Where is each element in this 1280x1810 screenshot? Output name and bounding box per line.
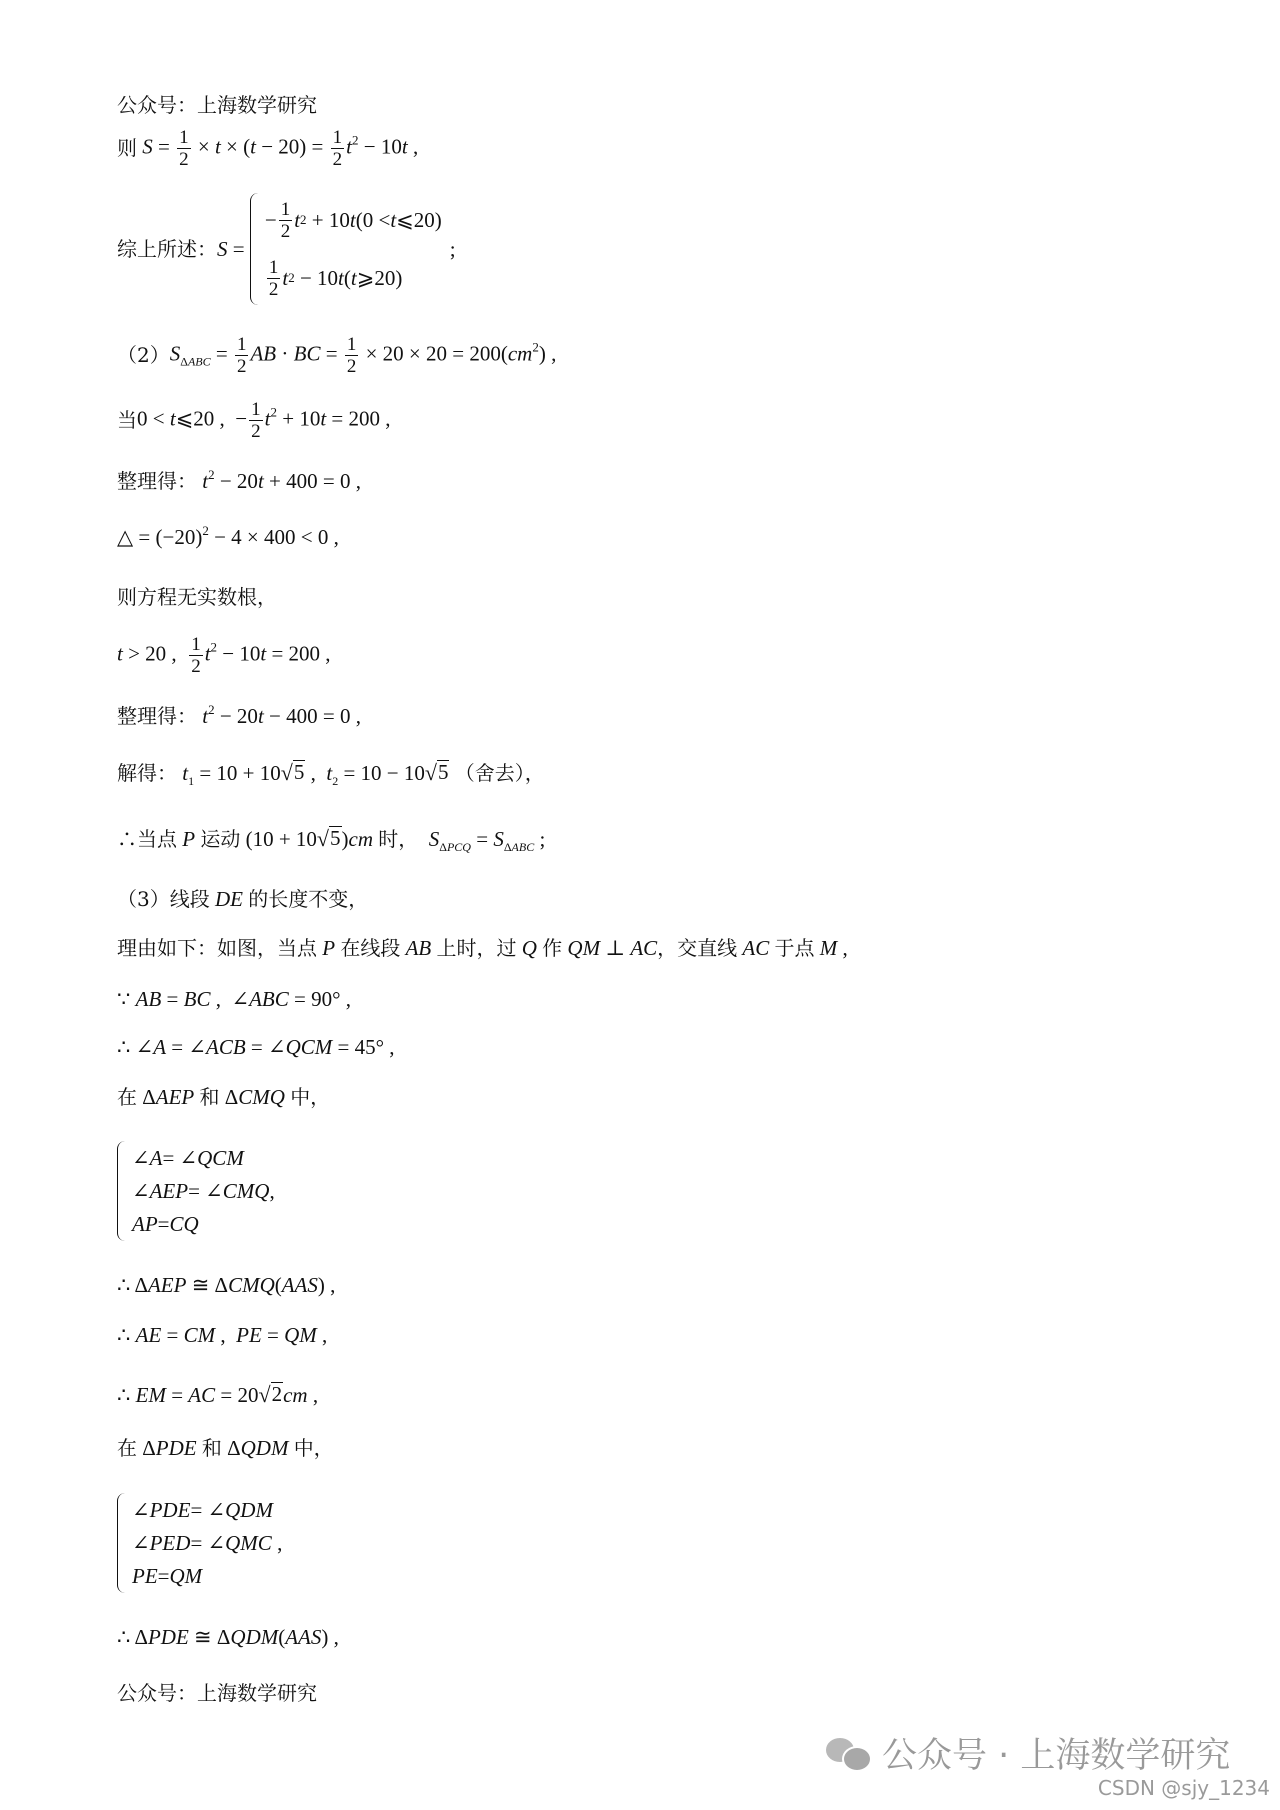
line-prefix: 当 [117, 408, 137, 432]
wechat-icon [826, 1736, 870, 1770]
formula: S = $\frac{1}{2}$ × t × (t − 20) = $\frac{1}{2}$ $t^2 - 10t$ , [142, 126, 419, 170]
line-after: 时， [378, 827, 419, 852]
triangle-line-2: 在 ΔPDE 和 ΔQDM 中， [117, 1436, 334, 1460]
line-suffix: 中， [293, 1436, 334, 1460]
reason-text: 上时，过 [436, 936, 517, 960]
formula: ∴ ΔPDE ≅ ΔQDM(AAS) , [117, 1625, 339, 1649]
formula: $S_{\Delta ABC}$ = $\frac{1}{2}$ AB · BC = $\frac{1}{2}$ × $20 \times 20 = 200(cm^2)$ , [169, 333, 557, 377]
line-and: 和 [199, 1085, 220, 1109]
solution-line [117, 760, 545, 789]
no-root-line: 则方程无实数根， [117, 585, 277, 609]
line-prefix: 则 [117, 136, 137, 160]
congruent-line-2 [117, 1624, 339, 1650]
line-prefix: 整理得： [117, 469, 197, 493]
line-prefix: 整理得： [117, 704, 197, 728]
system-1 [117, 1140, 275, 1242]
reason-text: 作 [542, 936, 563, 960]
formula: $t_1 = 10 + 10$ √ 5 , $t_2 = 10 - 10$ √ 5 [182, 760, 449, 789]
formula: ∴ EM = AC = 20 √ 2 cm , [117, 1382, 319, 1408]
discriminant-line [117, 524, 339, 550]
line-mid: 运动 [200, 827, 241, 852]
simplify-line-2 [117, 703, 361, 729]
formula: t > 20 , $\frac{1}{2}$ $t^2 - 10t = 200$ , [117, 633, 331, 677]
congruent-line-1 [117, 1272, 335, 1298]
case2-line [117, 625, 331, 685]
line-suffix: （舍去）， [454, 761, 545, 786]
formula: $t^2 - 20t - 400 = 0$ , [202, 702, 361, 728]
equal-sides-line [117, 1322, 327, 1348]
header-text: 公众号：上海数学研究 [117, 93, 317, 117]
part3-line: （3）线段 DE 的长度不变， [117, 887, 369, 911]
formula: 0 < t⩽20 , − $\frac{1}{2}$ $t^2 + 10t = 200$ , [137, 398, 391, 442]
part2-label: （2） [117, 343, 170, 367]
em-line [117, 1382, 318, 1408]
part3-suffix: 的长度不变， [248, 887, 369, 911]
line-prefix: ∴当点 [117, 827, 177, 852]
csdn-mark: CSDN @sjy_1234 [1097, 1776, 1270, 1800]
because-line [117, 986, 351, 1012]
watermark [826, 1728, 1230, 1778]
reason-text: 在线段 [340, 936, 401, 960]
part2-line [117, 325, 556, 385]
reason-text: ，交直线 [657, 936, 738, 960]
angle-line [117, 1034, 395, 1060]
formula: ∵ AB = BC , ∠ABC = 90° , [117, 987, 351, 1011]
line-prefix: 在 [117, 1085, 137, 1109]
formula: △ = $(-20)^2 - 4 \times 400 < 0$ , [117, 523, 339, 549]
line-prefix: 综上所述： [117, 237, 217, 261]
triangle-line-1: 在 ΔAEP 和 ΔCMQ 中， [117, 1085, 331, 1109]
conclusion-line-2: ∴当点 P 运动 (10 + 10 √ 5 )cm 时， $S_{\Delta PCQ} = S_{\Delta ABC}$ ; [117, 826, 546, 855]
simplify-line-1 [117, 468, 361, 494]
part3-label: （3）线段 [117, 887, 210, 911]
formula: ∠ PDE = ∠ QDM ∠ PED = ∠ QMC , PE = QM [117, 1493, 282, 1593]
reason-text: 理由如下：如图，当点 [117, 936, 317, 960]
reason-text: 于点 [774, 936, 815, 960]
piecewise-line [117, 190, 456, 308]
footer-text: 公众号：上海数学研究 [117, 1681, 317, 1705]
formula: ∴ AE = CM , PE = QM , [117, 1323, 328, 1347]
reason-line: 理由如下：如图，当点 P 在线段 AB 上时，过 Q 作 QM ⊥ AC ，交直线 AC 于点 M , [117, 936, 848, 960]
line-suffix: 中， [290, 1085, 331, 1109]
watermark-text: 公众号 · 上海数学研究 [882, 1736, 1231, 1776]
formula-line-1 [117, 118, 418, 178]
case1-line [117, 390, 391, 450]
formula: S = − $\frac{1}{2}$ t 2 + 10 t (0 < t ⩽20) $\frac{1}{2}$ t 2 − 10 t ( t ⩾20) ; [217, 193, 456, 305]
formula: ∠ A = ∠ QCM ∠ AEP = ∠ CMQ , AP = CQ [117, 1141, 275, 1241]
line-prefix: 在 [117, 1436, 137, 1460]
formula: $t^2 - 20t + 400 = 0$ , [202, 467, 361, 493]
formula: ∴ ∠A = ∠ACB = ∠QCM = 45° , [117, 1035, 395, 1059]
formula: ∴ ΔAEP ≅ ΔCMQ(AAS) , [117, 1273, 336, 1297]
line-prefix: 解得： [117, 761, 177, 786]
system-2 [117, 1492, 282, 1594]
line-and: 和 [201, 1436, 222, 1460]
